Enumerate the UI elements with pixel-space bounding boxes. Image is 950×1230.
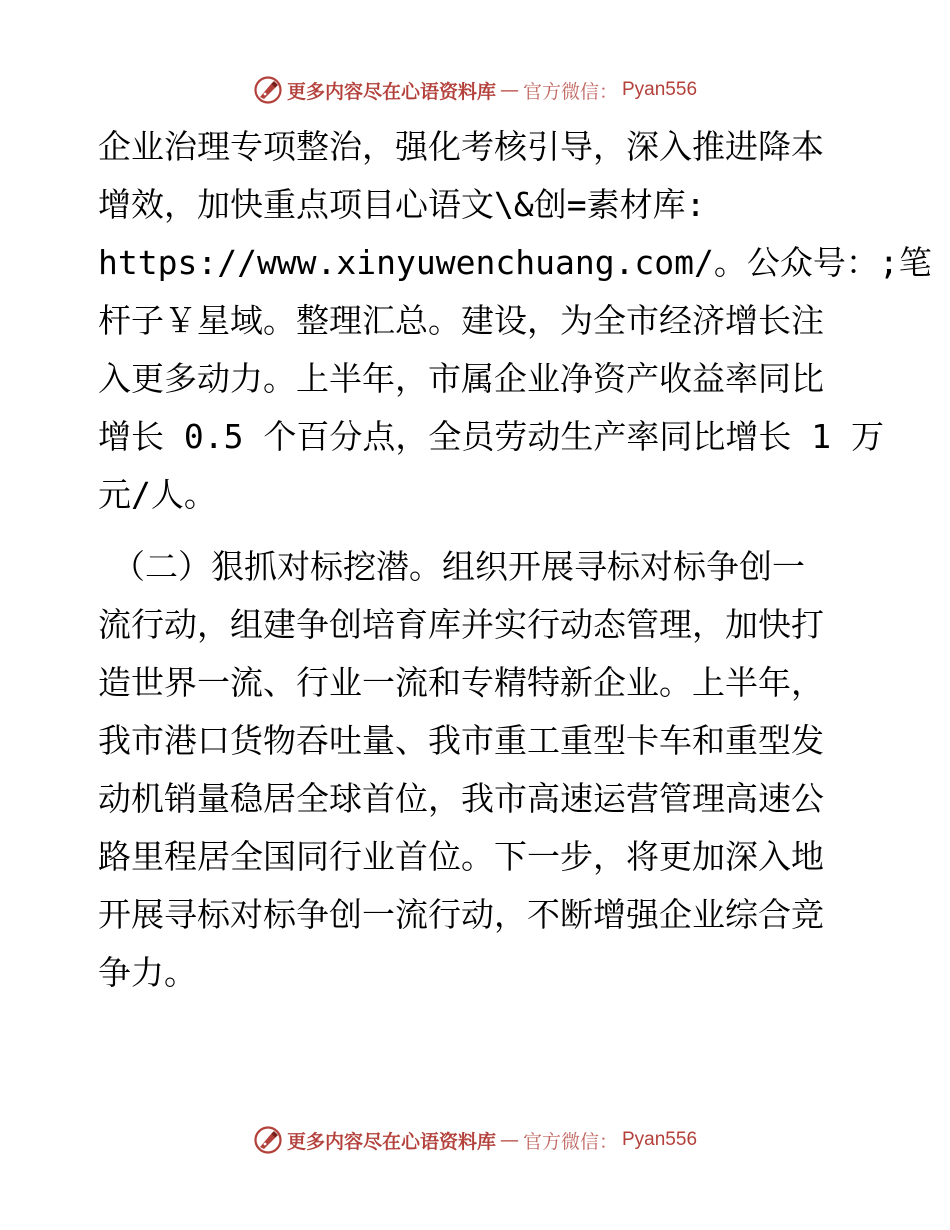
paragraph-1-line: 增效，加快重点项目心语文\&创=素材库: [98,185,706,224]
header-banner [0,72,950,108]
paragraph-1-line: 元/人。 [98,475,217,514]
paragraph-2-line: 路里程居全国同行业首位。下一步，将更加深入地 [98,837,824,876]
header-banner-title: 更多内容尽在心语资料库 [286,80,496,103]
paragraph-1-line: https://www.xinyuwenchuang.com/。公众号：;笔 [98,243,932,282]
header-banner-content[interactable] [253,75,697,105]
paragraph-1-line: 杆子￥星域。整理汇总。建设，为全市经济增长注 [98,301,824,340]
paragraph-1-line: 企业治理专项整治，强化考核引导，深入推进降本 [98,127,824,166]
header-banner-separator: — [499,79,519,101]
footer-banner-separator: — [499,1129,519,1151]
paragraph-1 [98,118,932,524]
paragraph-2-line: 开展寻标对标争创一流行动，不断增强企业综合竞 [98,895,824,934]
header-banner-wechat-label: 官方微信： [522,80,618,103]
paragraph-2-line: 流行动，组建争创培育库并实行动态管理，加快打 [98,605,824,644]
paragraph-1-line: 增长 0.5 个百分点，全员劳动生产率同比增长 1 万 [98,417,884,456]
pen-nib-logo-icon [253,75,283,105]
document-body [98,118,932,1002]
footer-banner [0,1122,950,1158]
paragraph-2-line: 造世界一流、行业一流和专精特新企业。上半年， [98,663,824,702]
footer-banner-content[interactable] [253,1125,697,1155]
paragraph-2 [98,538,854,1002]
footer-banner-wechat-label: 官方微信： [522,1130,618,1153]
paragraph-2-line: （二）狠抓对标挖潜。组织开展寻标对标争创一 [112,547,805,586]
pen-nib-logo-icon [253,1125,283,1155]
header-banner-wechat-id: Pyan556 [622,79,698,100]
paragraph-spacer [98,524,854,538]
paragraph-2-line: 动机销量稳居全球首位，我市高速运营管理高速公 [98,779,824,818]
footer-banner-wechat-id: Pyan556 [622,1129,698,1150]
paragraph-1-line: 入更多动力。上半年，市属企业净资产收益率同比 [98,359,824,398]
paragraph-2-line: 争力。 [98,953,197,992]
footer-banner-title: 更多内容尽在心语资料库 [286,1130,496,1153]
paragraph-2-line: 我市港口货物吞吐量、我市重工重型卡车和重型发 [98,721,824,760]
